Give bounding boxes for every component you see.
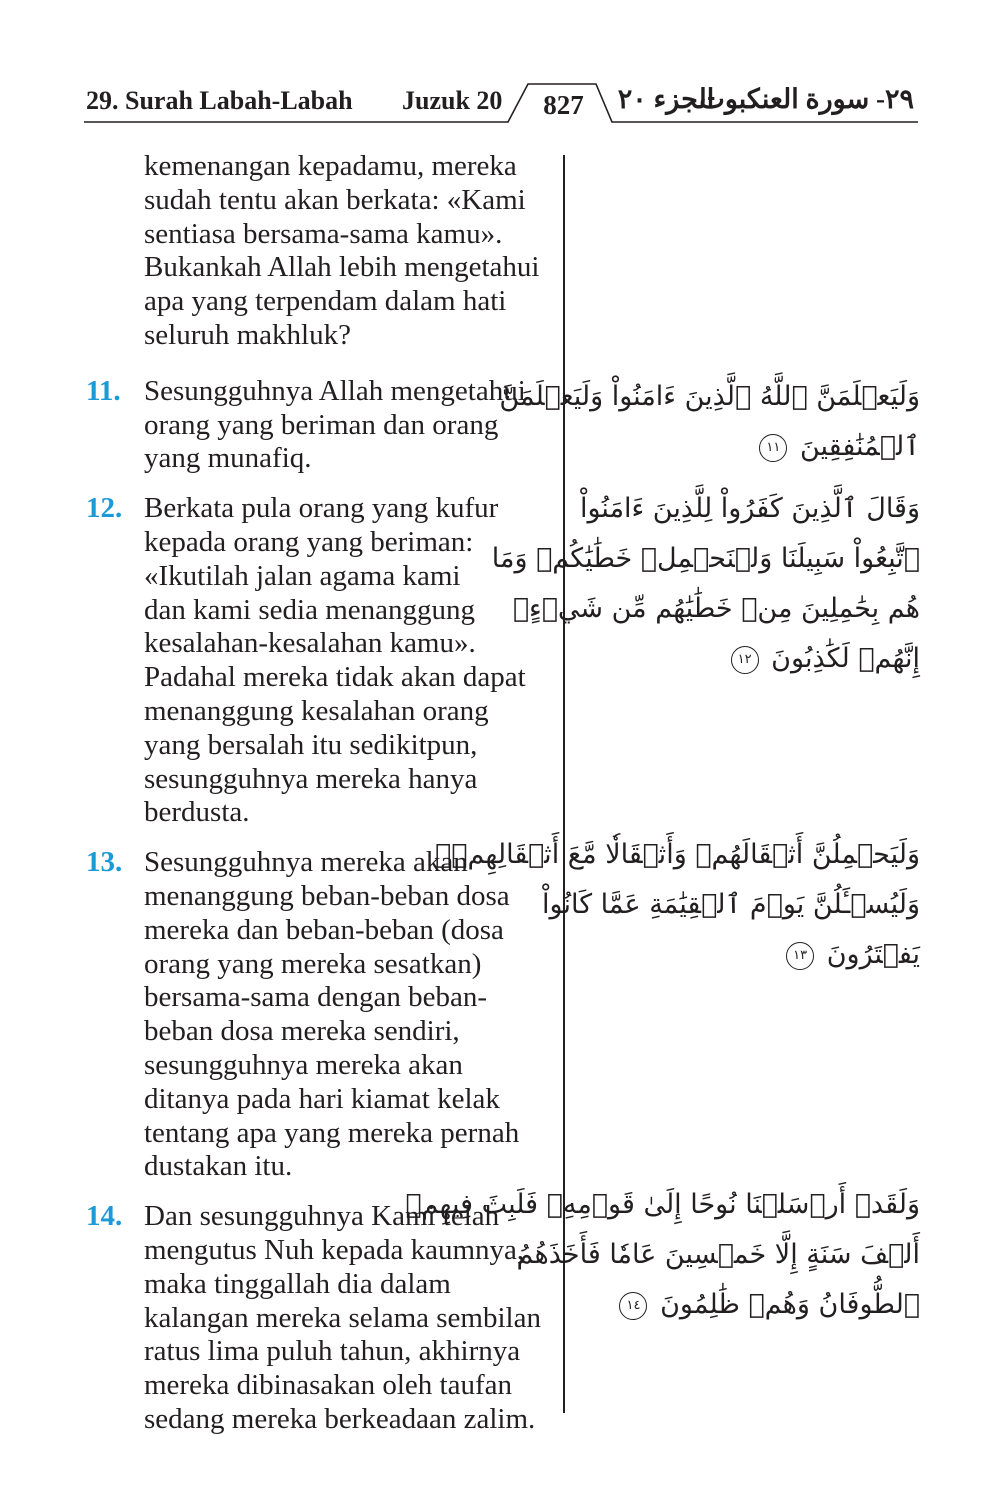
surah-title-arabic: ٢٩- سورة العنكبوت bbox=[699, 84, 914, 114]
arabic-line bbox=[580, 422, 920, 472]
text-line: apa yang terpendam dalam hati bbox=[144, 285, 507, 318]
text-line: orang yang beriman dan orang bbox=[144, 408, 499, 441]
arabic-text: يَفۡتَرُونَ bbox=[826, 939, 920, 970]
text-line: kemenangan kepadamu, mereka bbox=[144, 150, 517, 182]
text-line: menanggung kesalahan orang bbox=[144, 694, 489, 727]
arabic-verse-11 bbox=[499, 372, 920, 472]
text-line: kesalahan-kesalahan kamu». bbox=[144, 627, 476, 660]
page-header bbox=[0, 0, 1000, 130]
text-line: yang bersalah itu sedikitpun, bbox=[144, 728, 478, 761]
verse-11 bbox=[86, 375, 560, 476]
arabic-line: وَلَيَحۡمِلُنَّ أَثۡقَالَهُمۡ وَأَثۡقَالٗا مَّعَ أَثۡقَالِهِمۡۖ bbox=[435, 839, 920, 870]
text-line: beban dosa mereka sendiri, bbox=[144, 1015, 460, 1048]
text-line: Berkata pula orang yang kufur bbox=[144, 492, 499, 525]
text-line: «Ikutilah jalan agama kami bbox=[144, 559, 461, 592]
juzuk-label: Juzuk 20 bbox=[402, 86, 503, 115]
arabic-line: وَلَيُسۡـَٔلُنَّ يَوۡمَ ٱلۡقِيَٰمَةِ عَمَّا كَانُواْ bbox=[542, 889, 920, 920]
text-line: dan kami sedia menanggung bbox=[144, 593, 475, 626]
arabic-text: ٱلۡمُنَٰفِقِينَ bbox=[799, 431, 920, 462]
verse-number: 12. bbox=[86, 492, 123, 525]
verse-number: 13. bbox=[86, 846, 123, 879]
translation-column bbox=[86, 150, 560, 1453]
arabic-line bbox=[580, 1280, 920, 1330]
verse-continuation bbox=[86, 150, 560, 353]
arabic-verse-14 bbox=[405, 1180, 920, 1330]
text-line: Dan sesungguhnya Kami telah bbox=[144, 1200, 500, 1233]
text-line: sesungguhnya mereka hanya bbox=[144, 762, 478, 795]
arabic-line: وَقَالَ ٱلَّذِينَ كَفَرُواْ لِلَّذِينَ ءَامَنُواْ bbox=[579, 493, 920, 524]
arabic-verse-12 bbox=[491, 484, 920, 684]
text-line: mereka dibinasakan oleh taufan bbox=[144, 1369, 512, 1402]
text-line: berdusta. bbox=[144, 796, 250, 829]
arabic-line: ٱتَّبِعُواْ سَبِيلَنَا وَلۡنَحۡمِلۡ خَطَٰيَٰكُمۡ وَمَا bbox=[491, 543, 920, 574]
text-line: sudah tentu akan berkata: «Kami bbox=[144, 183, 526, 216]
text-line: maka tinggallah dia dalam bbox=[144, 1267, 451, 1300]
text-line: kepada orang yang beriman: bbox=[144, 525, 474, 558]
arabic-line: هُم بِحَٰمِلِينَ مِنۡ خَطَٰيَٰهُم مِّن شَيۡءٍۖ bbox=[512, 593, 920, 624]
text-line: mereka dan beban-beban (dosa bbox=[144, 913, 504, 946]
text-line: sesungguhnya mereka akan bbox=[144, 1048, 463, 1081]
ayah-end-marker: ١١ bbox=[759, 434, 787, 462]
arabic-text: إِنَّهُمۡ لَكَٰذِبُونَ bbox=[771, 643, 920, 674]
text-line: seluruh makhluk? bbox=[144, 318, 351, 351]
arabic-line bbox=[580, 930, 920, 980]
text-line: Padahal mereka tidak akan dapat bbox=[144, 661, 526, 694]
text-line: ditanya pada hari kiamat kelak bbox=[144, 1082, 500, 1115]
text-line: sentiasa bersama-sama kamu». bbox=[144, 217, 503, 250]
text-line: bersama-sama dengan beban- bbox=[144, 981, 488, 1014]
arabic-line: أَلۡفَ سَنَةٍ إِلَّا خَمۡسِينَ عَامٗا فَأَخَذَهُمُ bbox=[516, 1239, 920, 1270]
verse-12 bbox=[86, 492, 560, 830]
surah-title: 29. Surah Labah-Labah bbox=[86, 86, 353, 115]
ayah-end-marker: ١٤ bbox=[619, 1292, 647, 1320]
text-line: Sesungguhnya mereka akan bbox=[144, 846, 468, 879]
verse-14 bbox=[86, 1200, 560, 1437]
text-line: Bukankah Allah lebih mengetahui bbox=[144, 251, 540, 284]
page-number: 827 bbox=[543, 90, 584, 120]
header-rule bbox=[0, 0, 1000, 130]
text-line: dustakan itu. bbox=[144, 1150, 293, 1183]
text-line: tentang apa yang mereka pernah bbox=[144, 1116, 520, 1149]
ayah-end-marker: ١٣ bbox=[786, 942, 814, 970]
ayah-end-marker: ١٢ bbox=[731, 646, 759, 674]
arabic-line: وَلَقَدۡ أَرۡسَلۡنَا نُوحًا إِلَىٰ قَوۡمِهِۦ فَلَبِثَ فِيهِمۡ bbox=[405, 1189, 920, 1220]
text-line: orang yang mereka sesatkan) bbox=[144, 947, 482, 980]
text-line: mengutus Nuh kepada kaumnya, bbox=[144, 1233, 525, 1266]
text-line: yang munafiq. bbox=[144, 442, 312, 475]
arabic-line: وَلَيَعۡلَمَنَّ ٱللَّهُ ٱلَّذِينَ ءَامَنُواْ وَلَيَعۡلَمَنَّ bbox=[499, 381, 920, 412]
arabic-text: ٱلطُّوفَانُ وَهُمۡ ظَٰلِمُونَ bbox=[660, 1289, 920, 1320]
text-line: kalangan mereka selama sembilan bbox=[144, 1301, 541, 1334]
text-line: Sesungguhnya Allah mengetahui bbox=[144, 374, 526, 407]
text-line: ratus lima puluh tahun, akhirnya bbox=[144, 1335, 521, 1368]
text-line: menanggung beban-beban dosa bbox=[144, 879, 510, 912]
verse-13 bbox=[86, 846, 560, 1184]
text-line: sedang mereka berkeadaan zalim. bbox=[144, 1402, 536, 1435]
arabic-verse-13 bbox=[435, 830, 920, 980]
verse-number: 14. bbox=[86, 1200, 123, 1233]
juz-arabic: الجزء ٢٠ bbox=[617, 84, 715, 114]
arabic-line bbox=[580, 634, 920, 684]
verse-number: 11. bbox=[86, 374, 121, 407]
